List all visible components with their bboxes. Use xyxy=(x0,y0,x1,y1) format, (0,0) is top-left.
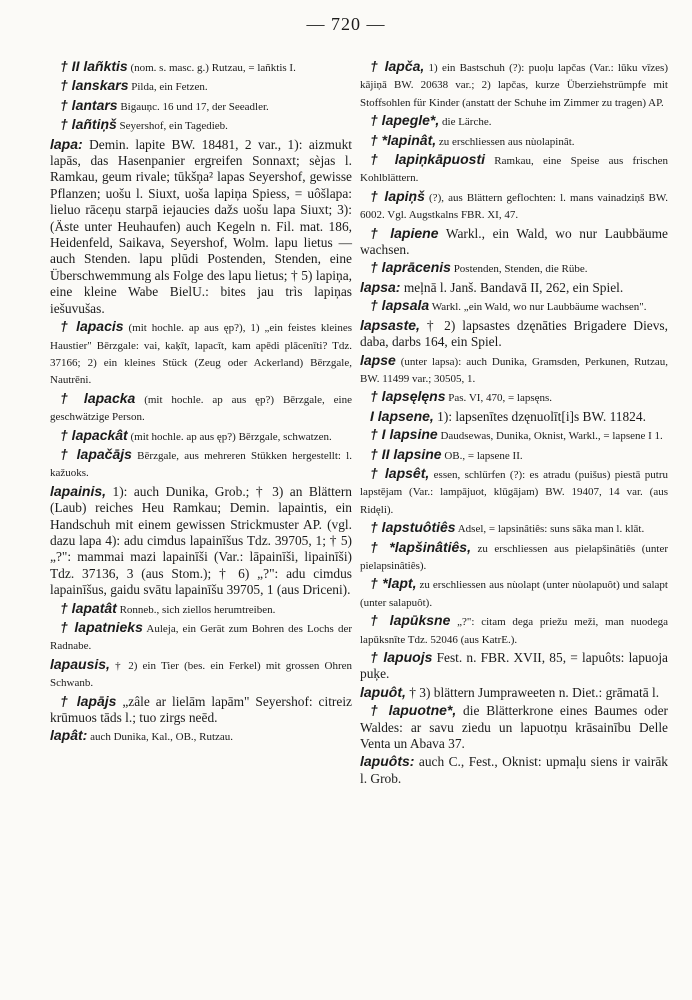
entry-headword: lapsaste, xyxy=(360,316,420,333)
entry-headword: † lapackât xyxy=(60,426,128,443)
dictionary-entry xyxy=(360,58,668,111)
dictionary-entry xyxy=(360,575,668,611)
entry-text: † 2) ein Tier (bes. ein Ferkel) mit grossen Ohren Schwanb. xyxy=(50,659,352,690)
entry-headword: † I lapsine xyxy=(370,426,438,443)
dictionary-entry xyxy=(50,427,352,445)
dictionary-entry xyxy=(360,612,668,648)
dictionary-entry xyxy=(360,352,668,388)
dictionary-entry xyxy=(360,649,668,683)
entry-text: (unter lapsa): auch Dunika, Gramsden, Perkunen, Rutzau, BW. 11499 var.; 30505, 1. xyxy=(360,355,668,385)
entry-headword: lapse xyxy=(360,351,396,368)
entry-headword: † lañtiņš xyxy=(60,116,117,133)
entry-headword: † lapča, xyxy=(370,58,425,74)
dictionary-entry xyxy=(360,132,668,150)
entry-headword: † lapacka xyxy=(60,389,136,406)
entry-text: (mit hochle. ap aus ęp?) Bērzgale, schwatzen. xyxy=(127,430,332,443)
dictionary-entry xyxy=(360,426,668,444)
entry-headword: † II lañktis xyxy=(60,58,128,74)
entry-text: Adsel, = lapsinâtiês: suns sāka man l. klāt. xyxy=(455,523,645,536)
dictionary-entry xyxy=(360,112,668,130)
entry-text: (mit hochle. ap aus ęp?), 1) „ein feistes kleines Haustier" Bērzgale: vai, kaķīt, lapacīt, kam apēdi plācenīti? Tdz. 37166; 2) ein kleines Stück (Zeug oder Ackerland) Bērzgale, Nautrēni. xyxy=(50,322,352,387)
entry-headword: † *lapt, xyxy=(370,575,417,592)
dictionary-entry xyxy=(360,519,668,537)
entry-text: Daudsewas, Dunika, Oknist, Warkl., = lapsene I 1. xyxy=(437,430,663,443)
entry-text: 1): lapsenītes dzęnuolīt[i]s BW. 11824. xyxy=(433,408,646,424)
entry-headword: † lapatât xyxy=(60,599,117,616)
dictionary-entry xyxy=(360,297,668,315)
dictionary-entry xyxy=(360,539,668,575)
dictionary-entry xyxy=(50,656,352,692)
entry-headword: † lapiņkāpuosti xyxy=(370,151,485,168)
dictionary-entry xyxy=(360,753,668,787)
dictionary-entry xyxy=(360,465,668,518)
entry-headword: † lapsala xyxy=(370,297,430,314)
dictionary-entry xyxy=(360,317,668,351)
entry-headword: † lantars xyxy=(60,96,118,113)
dictionary-entry xyxy=(50,58,352,76)
entry-text: † 3) blättern Jumpraweeten n. Diet.: grāmatā l. xyxy=(405,684,660,700)
dictionary-entry xyxy=(360,188,668,224)
dictionary-entry xyxy=(360,259,668,277)
entry-headword: † *lapšinâtiês, xyxy=(370,538,471,555)
entry-text: auch C., Fest., Oknist: upmaļu siens ir vairāk l. Grob. xyxy=(360,754,668,786)
page-number: — 720 — xyxy=(306,14,386,34)
entry-headword: † lanskars xyxy=(60,77,129,94)
entry-text: (mit hochle. ap aus ęp?) Bērzgale, eine geschwätzige Person. xyxy=(50,393,352,424)
entry-text: „?": citam dega priežu meži, man nuodega lapūksnīte Tdz. 52046 (aus KatrE.). xyxy=(360,616,668,646)
entry-text: Warkl. „ein Wald, wo nur Laubbäume wachsen". xyxy=(429,301,647,314)
entry-text: (nom. s. masc. g.) Rutzau, = lañktis I. xyxy=(127,62,296,74)
dictionary-entry xyxy=(50,483,352,599)
entry-headword: I lapsene, xyxy=(370,407,434,424)
entry-text: Pilda, ein Fetzen. xyxy=(128,81,208,94)
right-column xyxy=(360,58,668,788)
entry-text: 1): auch Dunika, Grob.; † 3) an Blättern (Laub) reiches Heu Ramkau; Demin. lapaintis, ein Handschuh mit einem gewissen Strickmuster AP. (vgl. dazu lapa 4): adu cimdus lapainīšus Tdz. 39705, 1; † 5) „?": mammai mazi lapainīši (Var.: lāpainīši, lipainīši) Tdz. 37136, 3 (aus Stom.); † 6) „?": adu cimdus lapainīšus, gaidu svātu lapainīšu 39705, 1 (aus Driceni). xyxy=(50,483,352,598)
entry-headword: † lapacis xyxy=(60,318,124,335)
entry-headword: † lapiņš xyxy=(370,187,425,204)
dictionary-entry xyxy=(360,388,668,406)
entry-headword: † laprācenis xyxy=(370,259,451,276)
entry-text: Ronneb., sich ziellos herumtreiben. xyxy=(116,603,276,616)
dictionary-entry xyxy=(360,702,668,752)
entry-headword: † lapsęlęns xyxy=(370,388,446,405)
dictionary-entry xyxy=(50,97,352,115)
dictionary-entry xyxy=(50,446,352,482)
entry-text: zu erschliessen aus nùolapt (unter nùolapuôt) und salapt (unter salapuôt). xyxy=(360,579,668,609)
entry-headword: † lapuotne*, xyxy=(370,702,457,719)
entry-headword: lapuôt, xyxy=(360,683,406,700)
entry-text: Seyershof, ein Tagedieb. xyxy=(116,120,228,133)
entry-text: „zâle ar lielām lapām" Seyershof: citreiz krūmuos tāds l.; tuo zirgs neēd. xyxy=(50,693,352,726)
entry-headword: lapa: xyxy=(50,135,83,152)
entry-headword: lapsa: xyxy=(360,278,401,295)
entry-text: die Lärche. xyxy=(439,116,492,129)
entry-headword: † lapuojs xyxy=(370,649,433,665)
dictionary-entry xyxy=(360,684,668,701)
dictionary-entry xyxy=(50,318,352,389)
entry-text: 1) ein Bastschuh (?): puoļu lapčas (Var.: lūku vīzes) kājiņā BW. 20638 var.; 2) lapčas, kurze Überziehstrümpfe mit Stoffsohlen für Kinder (anstatt der Schuhe im Zimmer zu tragen) AP. xyxy=(360,62,668,109)
entry-headword: † lapiene xyxy=(370,224,439,241)
entry-headword: † II lapsine xyxy=(370,445,442,462)
entry-headword: † lapsêt, xyxy=(370,464,430,481)
entry-headword: † *lapinât, xyxy=(370,131,437,148)
entry-headword: lapât: xyxy=(50,727,88,744)
left-column xyxy=(50,58,352,747)
entry-text: Bigauņc. 16 und 17, der Seeadler. xyxy=(117,100,269,113)
entry-text: OB., = lapsene II. xyxy=(441,449,523,462)
dictionary-entry xyxy=(50,77,352,95)
entry-headword: lapuôts: xyxy=(360,753,415,770)
entry-headword: lapausis, xyxy=(50,655,110,672)
entry-text: essen, schlürfen (?): es atradu (puišus) piestā putru lapstējam (Var.: lampājuot, klūgājam) BW. 19407, 14 var. (aus Ridęli). xyxy=(360,468,668,516)
dictionary-entry xyxy=(360,151,668,187)
entry-text: Bērzgale, aus mehreren Stükken hergestellt: l. kažuoks. xyxy=(50,449,352,480)
entry-text: (?), aus Blättern geflochten: l. mans vainadziņš BW. 6002. Vgl. Augstkalns FBR. XI, 47. xyxy=(360,191,668,222)
dictionary-entry xyxy=(360,408,668,425)
dictionary-entry xyxy=(360,279,668,296)
dictionary-entry xyxy=(50,136,352,317)
entry-headword: † lapegle*, xyxy=(370,112,440,129)
entry-headword: † lapatnieks xyxy=(60,619,143,635)
entry-text: die Blätterkrone eines Baumes oder Waldes: ar savu ziedu un lapuotņu krāsainību Delle Venta un Abava 37. xyxy=(360,703,668,752)
entry-text: Fest. n. FBR. XVII, 85, = lapuôts: lapuoja puķe. xyxy=(360,650,668,682)
entry-headword: † lapājs xyxy=(60,692,117,709)
entry-text: Ramkau, eine Speise aus frischen Kohlblättern. xyxy=(360,155,668,185)
entry-text: Postenden, Stenden, die Rübe. xyxy=(450,263,588,276)
dictionary-entry xyxy=(50,619,352,655)
entry-text: Demin. lapite BW. 18481, 2 var., 1): aizmukt lapās, das Hasenpanier ergreifen Sonnaxt; sèjas l. Ramkau, geum rivale; tūkšņa² lapas Seyershof, gewisse Pflanzen; uošu l. Siuxt, uoša lapiņa Spiess, = uôšlapa: lieluo rāceņu starpā iejaucies dažs uošu lapa Siuxt; 3): (Äste unter Heuhaufen) auch Kegeln n. Fil. mat. 186, Heidenfeld, Saikava, Seyershof, Wolm. lapu lietus — auch Stenden. lapu plūdi Postenden, Stenden, eine Überschwemmung als Folge des lapu lietus; † 5) lapiņa, eine kleine Wabe BielU.: bites jau trìs lapiņas iešuvušas. xyxy=(50,136,352,316)
entry-text: † 2) lapsastes dzęnāties Brigadere Dievs, daba, darbs 164, ein Spiel. xyxy=(360,317,668,350)
entry-headword: lapainis, xyxy=(50,482,107,499)
entry-headword: † lapačājs xyxy=(60,445,132,462)
entry-headword: † lapūksne xyxy=(370,612,451,629)
entry-headword: † lapstuôtiês xyxy=(370,519,456,536)
entry-text: meļnā l. Janš. Bandavā II, 262, ein Spiel. xyxy=(400,279,624,295)
dictionary-entry xyxy=(50,693,352,727)
dictionary-entry xyxy=(50,727,352,745)
dictionary-entry xyxy=(360,225,668,259)
dictionary-entry xyxy=(50,600,352,618)
entry-text: Warkl., ein Wald, wo nur Laubbäume wachsen. xyxy=(360,225,668,258)
dictionary-entry xyxy=(50,390,352,426)
entry-text: Pas. VI, 470, = lapsęns. xyxy=(445,392,553,405)
entry-text: Auleja, ein Gerät zum Bohren des Lochs der Radnabe. xyxy=(50,623,352,653)
dictionary-entry xyxy=(360,446,668,464)
entry-text: auch Dunika, Kal., OB., Rutzau. xyxy=(87,731,234,744)
entry-text: zu erschliessen aus pielapšinâtiês (unter pielapsinâtiês). xyxy=(360,542,668,572)
entry-text: zu erschliessen aus nùolapinât. xyxy=(436,135,575,148)
dictionary-entry xyxy=(50,116,352,134)
